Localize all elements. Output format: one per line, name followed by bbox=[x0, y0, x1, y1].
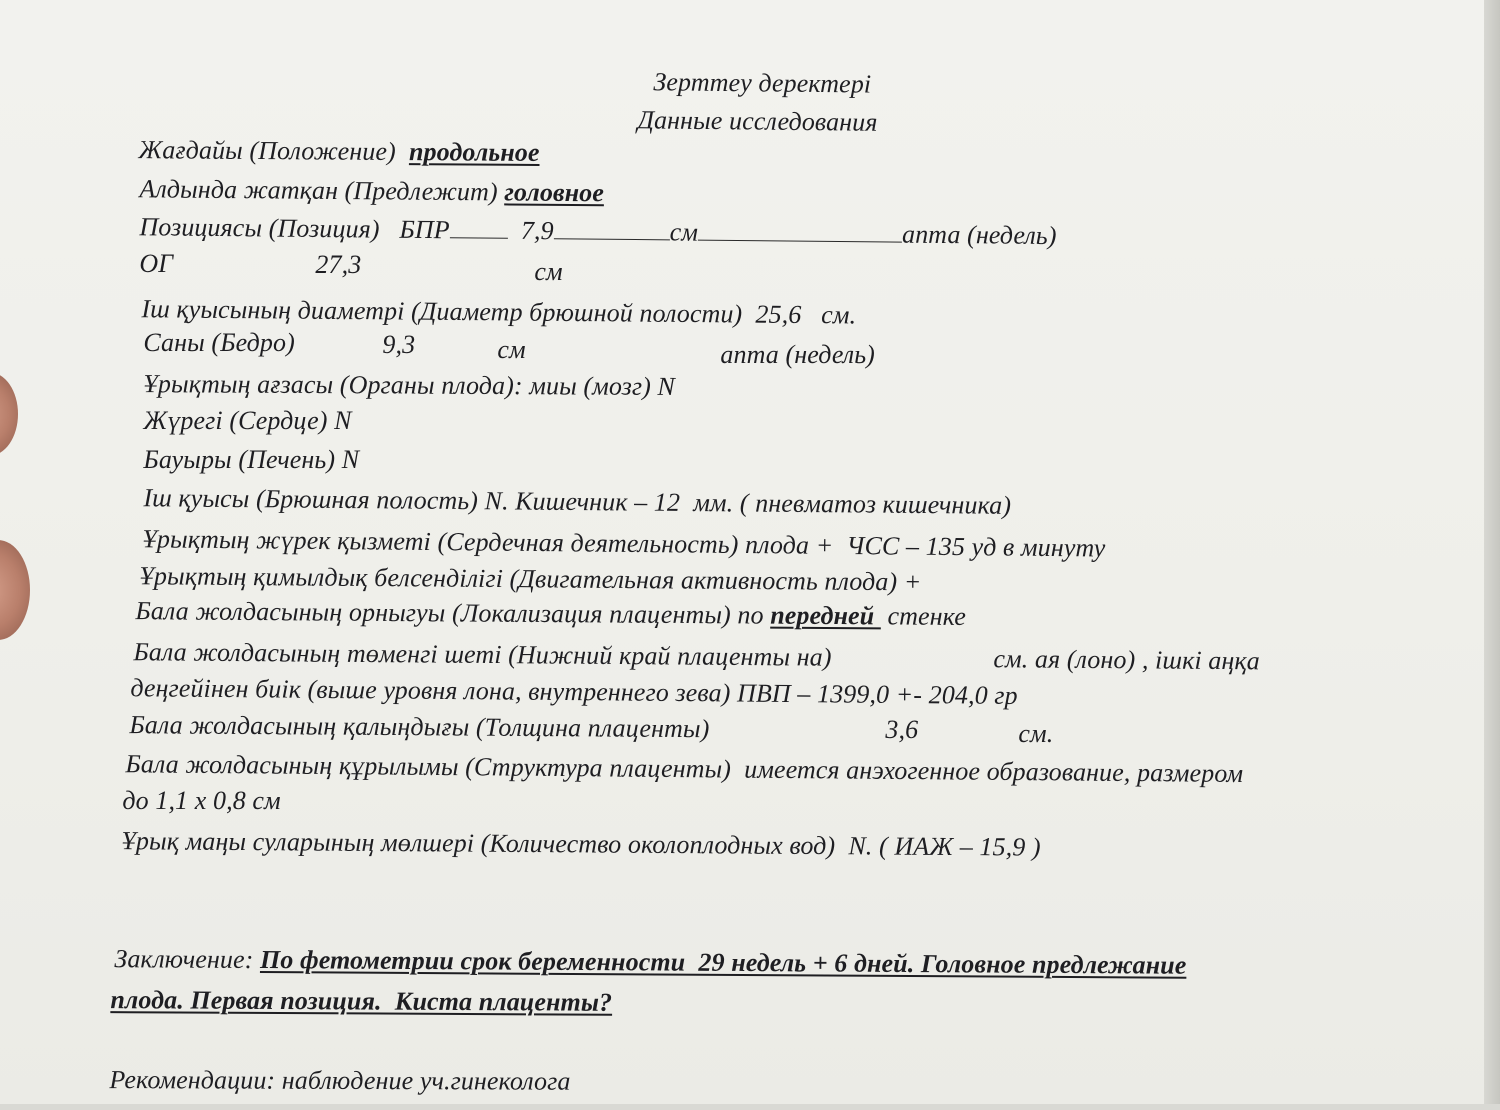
field-value: передней bbox=[770, 600, 882, 631]
field-motor-activity: Ұрықтың қимылдық белсенділігі (Двигательная активность плода) + bbox=[139, 561, 922, 597]
field-og-unit: см bbox=[534, 257, 563, 286]
field-liver: Бауыры (Печень) N bbox=[143, 445, 360, 474]
field-value: 7,9 bbox=[520, 215, 554, 246]
field-organs: Ұрықтың ағзасы (Органы плода): миы (мозг) N bbox=[143, 369, 675, 401]
blank-line bbox=[450, 219, 508, 239]
conclusion-text: По фетометрии срок беременности 29 недель + 6 дней. Головное предлежание bbox=[259, 945, 1187, 980]
field-label: Алдында жатқан (Предлежит) bbox=[139, 174, 498, 207]
field-weeks-label: апта (недель) bbox=[901, 219, 1057, 251]
field-label: Іш қуысының диаметрі (Диаметр брюшной полости) bbox=[141, 294, 743, 329]
field-femur-unit: см bbox=[497, 335, 526, 364]
field-abdomen: Іш қуысы (Брюшная полость) N. Кишечник – 12 мм. ( пневматоз кишечника) bbox=[143, 483, 1012, 520]
field-placenta-lower-edge-suffix: см. ая (лоно) , ішкі аңқа bbox=[993, 644, 1260, 676]
conclusion-line-2: плода. Первая позиция. Киста плаценты? bbox=[110, 985, 613, 1017]
paper-edge bbox=[1484, 0, 1500, 1110]
finger-image bbox=[0, 372, 18, 456]
field-amniotic-fluid: Ұрық маңы суларының мөлшері (Количество околоплодных вод) N. ( ИАЖ – 15,9 ) bbox=[121, 826, 1041, 862]
field-value: 25,6 bbox=[755, 299, 802, 329]
field-param: БПР bbox=[399, 214, 450, 245]
field-label: Жағдайы (Положение) bbox=[138, 135, 396, 166]
header-title-kz: Зерттеу деректері bbox=[653, 67, 872, 99]
field-unit: см. bbox=[821, 300, 857, 330]
field-bpr bbox=[113, 188, 1057, 275]
field-label: Бала жолдасының құрылымы (Структура плаценты) bbox=[125, 749, 732, 784]
field-unit: см bbox=[669, 217, 699, 247]
field-heart: Жүрегі (Сердце) N bbox=[143, 406, 352, 435]
field-label: Позициясы (Позиция) bbox=[139, 212, 380, 244]
field-femur-label: Саны (Бедро) bbox=[143, 328, 295, 357]
field-placenta-thickness-unit: см. bbox=[1018, 719, 1054, 748]
blank-line bbox=[698, 222, 902, 243]
field-label: Бала жолдасының орныгуы (Локализация плаценты) по bbox=[135, 596, 764, 630]
field-femur-weeks: апта (недель) bbox=[720, 340, 875, 369]
field-placenta-structure-cont: до 1,1 х 0,8 см bbox=[122, 786, 281, 815]
finger-image bbox=[0, 540, 30, 640]
field-placenta-thickness-label: Бала жолдасының қалыңдығы (Толщина плаценты) bbox=[129, 710, 710, 744]
field-value: продольное bbox=[408, 137, 540, 167]
conclusion-label: Заключение: bbox=[114, 944, 261, 975]
field-value: имеется анэхогенное образование, размером bbox=[744, 754, 1244, 788]
field-value: головное bbox=[504, 177, 605, 208]
field-placenta-thickness-value: 3,6 bbox=[885, 715, 919, 744]
field-placenta-level: деңгейінен биік (выше уровня лона, внутреннего зева) ПВП – 1399,0 +- 204,0 гр bbox=[130, 673, 1018, 710]
field-cardiac-activity: Ұрықтың жүрек қызметі (Сердечная деятельность) плода + ЧСС – 135 уд в минуту bbox=[142, 524, 1106, 563]
header-title-ru: Данные исследования bbox=[637, 105, 878, 137]
field-placenta-lower-edge: Бала жолдасының төменгі шеті (Нижний край плаценты на) bbox=[133, 637, 832, 672]
blank-line bbox=[554, 220, 670, 240]
field-og-value: 27,3 bbox=[315, 250, 362, 279]
field-femur-value: 9,3 bbox=[382, 330, 416, 359]
field-og-label: ОГ bbox=[139, 249, 174, 278]
field-suffix: стенке bbox=[880, 601, 967, 631]
recommendations: Рекомендации: наблюдение уч.гинеколога bbox=[109, 1065, 571, 1096]
